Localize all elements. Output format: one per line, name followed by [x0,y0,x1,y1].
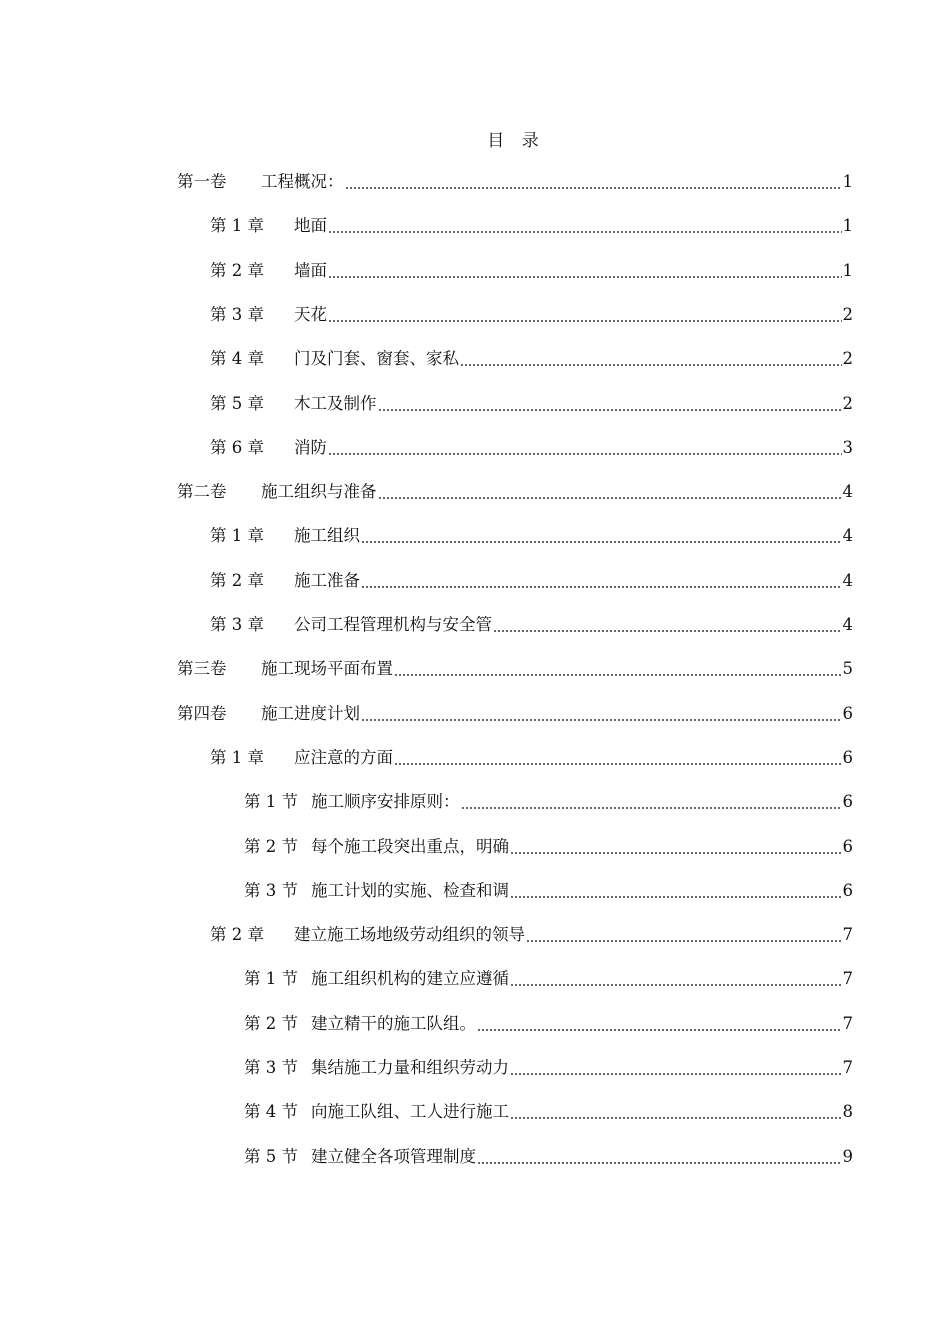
toc-entry-title: 集结施工力量和组织劳动力 [311,1058,509,1077]
toc-dot-leader [510,984,842,986]
toc-dot-leader [510,1117,842,1119]
toc-entry-number: 第 3 节 [244,880,298,900]
toc-entry-number: 第 1 节 [244,969,298,989]
toc-entry[interactable] [210,301,853,329]
toc-dot-leader [510,1073,842,1075]
toc-entry-page-number: 7 [842,1058,853,1077]
toc-dot-leader [394,763,842,765]
toc-entry[interactable] [177,478,853,506]
toc-entry-number: 第 2 章 [210,570,264,590]
toc-entry[interactable] [244,1010,853,1038]
toc-entry-page-number: 6 [842,880,853,900]
toc-entry-number: 第 5 节 [244,1146,298,1166]
toc-dot-leader [461,807,842,809]
toc-entry-page-number: 7 [842,1013,853,1033]
toc-entry[interactable] [210,744,853,772]
toc-dot-leader [328,231,842,233]
toc-entry-page-number: 5 [842,659,853,679]
toc-title: 目 录 [487,131,545,151]
toc-entry-title: 工程概况： [261,172,344,191]
toc-entry-number: 第 4 章 [210,349,264,369]
toc-entry-number: 第 1 章 [210,526,264,546]
toc-entry[interactable] [210,921,853,949]
toc-entry-number: 第一卷 [177,172,227,191]
toc-dot-leader [477,1029,842,1031]
toc-entry-number: 第 6 章 [210,437,264,457]
toc-entry[interactable] [210,567,853,595]
toc-entry[interactable] [210,611,853,639]
toc-entry-title: 建立健全各项管理制度 [311,1146,476,1166]
toc-entry[interactable] [244,1054,853,1082]
toc-entry-number: 第 3 章 [210,304,264,324]
toc-dot-leader [378,497,842,499]
toc-entry-title: 施工组织机构的建立应遵循 [311,969,509,989]
toc-entry-title: 消防 [294,437,327,457]
toc-entry-title: 施工进度计划 [261,703,360,723]
toc-entry-page-number: 6 [842,792,853,812]
toc-entry-number: 第 2 节 [244,1013,298,1033]
toc-entry-page-number: 3 [842,437,853,457]
toc-dot-leader [510,896,842,898]
toc-dot-leader [460,364,842,366]
toc-entry-page-number: 4 [842,615,853,634]
toc-entry-page-number: 2 [842,304,853,324]
toc-entry-number: 第 1 章 [210,216,264,236]
toc-entry[interactable] [244,788,853,816]
toc-entry-title: 门及门套、窗套、家私 [294,349,459,369]
toc-entry-number: 第 2 章 [210,260,264,280]
toc-entry-title: 施工组织与准备 [261,482,377,502]
toc-entry-number: 第 3 节 [244,1058,298,1077]
toc-entry-title: 地面 [294,216,327,236]
toc-entry[interactable] [177,655,853,683]
toc-entry-page-number: 6 [842,703,853,723]
toc-entry-page-number: 7 [842,969,853,989]
toc-entry-page-number: 6 [842,836,853,856]
toc-dot-leader [378,409,842,411]
toc-entry[interactable] [244,965,853,993]
toc-entry[interactable] [244,1098,853,1126]
toc-entry-title: 施工计划的实施、检查和调 [311,880,509,900]
toc-entry[interactable] [210,390,853,418]
toc-dot-leader [328,320,842,322]
toc-entry-title: 建立精干的施工队组。 [311,1013,476,1033]
toc-entry-title: 建立施工场地级劳动组织的领导 [294,925,525,945]
toc-entry-title: 施工组织 [294,526,360,546]
toc-entry-number: 第 2 节 [244,836,298,856]
toc-entry[interactable] [210,212,853,240]
toc-entry[interactable] [210,434,853,462]
toc-entry-number: 第 5 章 [210,393,264,413]
toc-entry[interactable] [210,257,853,285]
toc-entry-page-number: 1 [842,216,853,236]
toc-entry[interactable] [210,522,853,550]
toc-entry-number: 第 4 节 [244,1102,298,1122]
toc-entry-page-number: 8 [842,1102,853,1122]
toc-entry[interactable] [210,345,853,373]
toc-entry-number: 第 1 节 [244,792,298,812]
toc-dot-leader [526,940,842,942]
toc-entry-number: 第四卷 [177,703,227,723]
toc-entry-title: 天花 [294,304,327,324]
toc-entry-number: 第 3 章 [210,615,264,634]
toc-dot-leader [493,630,842,632]
toc-entry-number: 第三卷 [177,659,227,679]
toc-dot-leader [328,453,842,455]
toc-entry-page-number: 9 [842,1146,853,1166]
toc-entry-page-number: 2 [842,393,853,413]
toc-entry-title: 公司工程管理机构与安全管 [294,615,492,634]
toc-entry-title: 施工顺序安排原则： [311,792,460,812]
toc-entry-title: 应注意的方面 [294,747,393,767]
toc-entry-page-number: 4 [842,482,853,502]
toc-entry-page-number: 4 [842,526,853,546]
toc-entry-page-number: 7 [842,925,853,945]
toc-entry-page-number: 4 [842,570,853,590]
toc-entry-page-number: 1 [842,172,853,191]
toc-dot-leader [477,1162,842,1164]
toc-dot-leader [394,674,842,676]
toc-entry-number: 第 2 章 [210,925,264,945]
toc-dot-leader [361,586,842,588]
toc-entry-page-number: 6 [842,747,853,767]
toc-dot-leader [361,541,842,543]
toc-entry-title: 木工及制作 [294,393,377,413]
toc-dot-leader [328,276,842,278]
toc-dot-leader [345,187,842,189]
toc-entry-page-number: 1 [842,260,853,280]
toc-entry-title: 向施工队组、工人进行施工 [311,1102,509,1122]
toc-entry[interactable] [244,877,853,905]
toc-entry-number: 第 1 章 [210,747,264,767]
toc-entry-title: 每个施工段突出重点，明确 [311,836,509,856]
toc-entry-title: 施工现场平面布置 [261,659,393,679]
toc-entry[interactable] [177,168,853,196]
toc-entry[interactable] [177,700,853,728]
toc-entry-title: 墙面 [294,260,327,280]
toc-entry[interactable] [244,833,853,861]
toc-dot-leader [510,852,842,854]
toc-entry-title: 施工准备 [294,570,360,590]
toc-entry[interactable] [244,1143,853,1171]
toc-dot-leader [361,719,842,721]
toc-entry-page-number: 2 [842,349,853,369]
toc-entry-number: 第二卷 [177,482,227,502]
